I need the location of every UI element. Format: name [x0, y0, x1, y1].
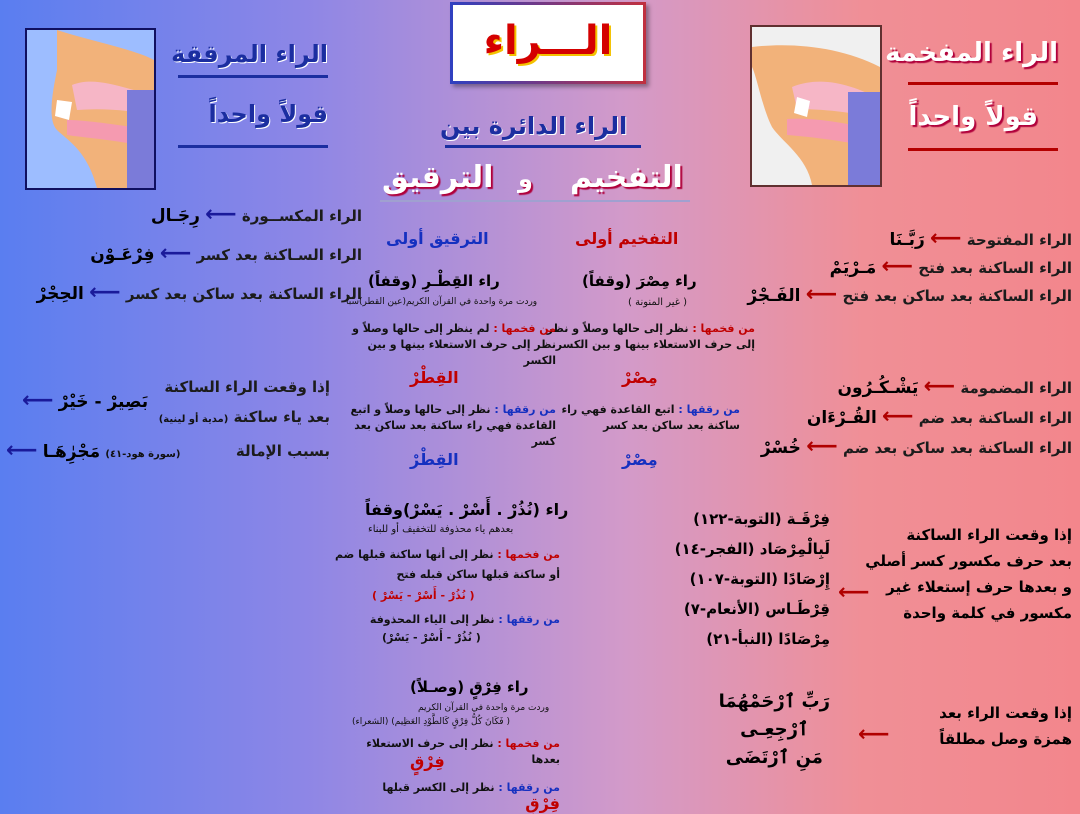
misr-fakhm — [545, 321, 755, 353]
qitr-note: وردت مرة واحدة في القرآن الكريم(عين القطر)سبأ — [346, 297, 538, 307]
left-arrow-icon: ⟵ — [159, 241, 192, 266]
left-arrow-icon: ⟵ — [805, 282, 838, 307]
center-heading-underline-2 — [380, 200, 690, 202]
tafkhim-rule-text: الراء الساكنة بعد ضم — [918, 409, 1072, 427]
tarqiq-awla-label: الترقيق أولى — [386, 229, 489, 248]
tafkhim-isti-word: لَبِالْمِرْصَاد (الفجر-١٤) — [674, 540, 830, 558]
firq-word: فِرْقٍ — [410, 752, 445, 771]
tafkhim-isti-line2: بعد حرف مكسور كسر أصلي — [865, 552, 1072, 570]
qitr-fakhm-text: لم ينظر إلى حالها وصلاً و نظر إلى حرف الاستعلاء بينها و بين الكسر — [352, 322, 556, 367]
tafkhim-isti-line4: مكسور في كلمة واحدة — [903, 604, 1072, 622]
tafkhim-hamza-text — [939, 700, 1072, 752]
tafkhim-isti-word: إِرْصَادًا (التوبة-١٠٧) — [689, 570, 830, 588]
center-heading-underline — [445, 145, 641, 148]
tarqiq-rule-1 — [150, 202, 362, 227]
tafkhim-hamza-line1: إذا وقعت الراء بعد — [939, 704, 1072, 722]
right-mouth-image — [750, 25, 882, 187]
qitr-word-2: القِطْرْ — [410, 450, 459, 469]
left-arrow-icon: ⟵ — [858, 722, 890, 747]
tafkhim-isti-word: مِرْصَادًا (النبأ-٢١) — [706, 630, 830, 648]
tafkhim-isti-line3: و بعدها حرف إستعلاء غير — [886, 578, 1072, 596]
fakhm-label: من فخمها : — [497, 737, 560, 750]
qitr-title: راء القِطْـرِ (وقفاً) — [368, 272, 500, 290]
nudhur-raqq — [350, 610, 560, 630]
nudhur-fakhm — [330, 545, 560, 585]
firq-raqq — [350, 780, 560, 814]
tafkhim-hamza-word: رَبِّ ٱرْحَمْهُمَا — [718, 691, 830, 712]
fakhm-label: من فخمها : — [497, 548, 560, 561]
nudhur-title: راء (نُذُرْ . أَسْرْ . يَسْرْ)وقفاً — [365, 500, 569, 519]
right-subtitle-underline — [908, 148, 1058, 151]
mouth-profile-icon — [27, 30, 154, 188]
firq-fakhm — [340, 736, 560, 768]
right-panel-subtitle: قولاً واحداً — [908, 102, 1038, 132]
misr-word: مِصْرْ — [622, 368, 658, 387]
tarqiq-ya-text: بعد ياء ساكنة — [233, 408, 330, 426]
misr-raqq — [560, 402, 740, 434]
left-arrow-icon: ⟵ — [806, 434, 838, 459]
left-subtitle-underline — [178, 145, 328, 148]
tafkhim-rule-3 — [747, 282, 1072, 307]
nudhur-words: ( نُذُرْ - أَسْرْ - يَسْرْ ) — [372, 589, 475, 602]
tafkhim-hamza-word: ٱرْجِعِـى — [740, 719, 809, 740]
misr-raqq-text: اتبع القاعدة فهي راء ساكنة بعد ساكن بعد كسر — [561, 403, 740, 432]
tarqiq-ya-note: (مدية أو لينية) — [158, 414, 229, 425]
left-arrow-icon: ⟵ — [89, 280, 121, 305]
firq-note2: ( فَكَانَ كُلُّ فِرْقٍ كَالطَّوْدِ العَظِيم) (الشعراء) — [352, 717, 510, 727]
center-heading-tarqiq: الترقيق — [382, 160, 494, 195]
firq-note1: وردت مرة واحدة في القرآن الكريم — [418, 703, 550, 713]
tafkhim-rule-2 — [829, 254, 1072, 279]
raqq-label: من رققها : — [498, 613, 560, 626]
tafkhim-rule-word: يَشْـكُـرُون — [837, 378, 919, 398]
tarqiq-ya-line3: بسبب الإمالة — [235, 442, 330, 460]
left-arrow-icon: ⟵ — [205, 202, 237, 227]
left-arrow-icon: ⟵ — [838, 580, 870, 605]
tafkhim-isti-line1: إذا وقعت الراء الساكنة — [906, 526, 1072, 544]
mouth-profile-icon — [752, 27, 880, 185]
tarqiq-rule-2 — [90, 241, 362, 266]
left-arrow-icon: ⟵ — [930, 226, 962, 251]
firq-title: راء فِرْقٍ (وصـلاً) — [410, 678, 529, 696]
nudhur-raqq-text: نظر إلى الياء المحذوفة — [369, 613, 495, 626]
tarqiq-rule-text: الراء المكســورة — [241, 207, 362, 225]
left-arrow-icon: ⟵ — [923, 374, 956, 399]
misr-fakhm-text: نظر إلى حالها وصلاً و نظر إلى حرف الاستعلاء بينها و بين الكسر — [546, 322, 755, 351]
raqq-label: من رققها : — [494, 403, 556, 416]
right-title-underline — [908, 82, 1058, 85]
tafkhim-rule-word: القُـرْءَان — [806, 408, 877, 428]
tafkhim-hamza-word: مَنِ ٱرْتَضَى — [725, 747, 823, 768]
left-title-underline — [178, 75, 328, 78]
tafkhim-rule-word: خُسْرْ — [760, 438, 801, 458]
tafkhim-isti-word: قِرْطَـاس (الأنعام-٧) — [683, 600, 830, 618]
tarqiq-ya-w2 — [6, 438, 181, 463]
tafkhim-rule-text: الراء المضمومة — [960, 379, 1072, 397]
center-heading-and: و — [518, 165, 533, 193]
tafkhim-isti-word: فِرْقَـة (التوبة-١٢٢) — [693, 510, 830, 528]
tarqiq-rule-word: الحِجْرْ — [36, 284, 84, 304]
misr-note: ( غير المنونة ) — [628, 297, 688, 308]
tafkhim-rule-1 — [889, 226, 1072, 251]
fakhm-label: من فخمها : — [493, 322, 556, 335]
firq-fakhm-text: نظر إلى حرف الاستعلاء بعدها — [366, 737, 560, 766]
nudhur-fakhm-text: نظر إلى أنها ساكنة قبلها ضم أو ساكنة قبلها ساكن قبله فتح — [334, 548, 560, 581]
tarqiq-ya-line1: إذا وقعت الراء الساكنة — [164, 378, 330, 396]
raqq-label: من رققها : — [498, 781, 560, 794]
left-panel-title: الراء المرققة — [171, 40, 328, 68]
tarqiq-ya-word1: بَصِيرْ - خَيْرْ — [58, 392, 149, 412]
qitr-raqq — [336, 402, 556, 450]
tafkhim-rule-5 — [806, 404, 1072, 429]
left-panel-subtitle: قولاً واحداً — [208, 100, 328, 128]
page-title-box — [450, 2, 646, 84]
left-mouth-image — [25, 28, 156, 190]
tafkhim-awla-label: التفخيم أولى — [575, 229, 679, 248]
qitr-fakhm — [336, 321, 556, 369]
tafkhim-rule-text: الراء الساكنة بعد ساكن بعد ضم — [842, 439, 1072, 457]
tafkhim-rule-text: الراء الساكنة بعد ساكن بعد فتح — [842, 287, 1072, 305]
tafkhim-hamza-words — [719, 688, 830, 772]
tafkhim-isti-words — [675, 504, 830, 654]
right-panel-title: الراء المفخمة — [885, 38, 1058, 68]
tarqiq-ya-word2-note: (سورة هود-٤١) — [105, 449, 181, 460]
fakhm-label: من فخمها : — [692, 322, 755, 335]
misr-title: راء مِصْرَ (وقفاً) — [582, 272, 697, 290]
tafkhim-rule-word: مَـرْيَمْ — [829, 258, 877, 278]
center-heading-line1: الراء الدائرة بين — [440, 112, 628, 140]
qitr-word: القِطْرْ — [410, 368, 459, 387]
tafkhim-rule-4 — [837, 374, 1072, 399]
tarqiq-rule-3 — [36, 280, 362, 305]
nudhur-words-2: ( نُذُرْ - أَسْرْ - يَسْرْ) — [382, 631, 481, 644]
left-arrow-icon: ⟵ — [22, 388, 54, 413]
left-arrow-icon: ⟵ — [882, 404, 914, 429]
left-arrow-icon: ⟵ — [6, 438, 38, 463]
nudhur-note: بعدهم ياء محذوفة للتخفيف أو للبناء — [368, 524, 514, 535]
tarqiq-rule-word: رِجَـال — [150, 206, 200, 226]
tafkhim-rule-text: الراء الساكنة بعد فتح — [918, 259, 1072, 277]
page-title: الـــراء — [483, 18, 613, 64]
firq-raqq-text: نظر إلى الكسر قبلها — [382, 781, 495, 794]
tarqiq-ya-w1 — [22, 388, 149, 413]
tafkhim-rule-word: الفَـجْرْ — [747, 286, 801, 306]
tarqiq-rule-text: الراء السـاكنة بعد كسر — [196, 246, 362, 264]
misr-word-2: مِصْرْ — [622, 450, 658, 469]
tafkhim-isti-text — [865, 522, 1072, 626]
tarqiq-rule-word: فِرْعَـوْن — [90, 245, 155, 265]
tafkhim-rule-text: الراء المفتوحة — [966, 231, 1072, 249]
raqq-label: من رققها : — [678, 403, 740, 416]
tafkhim-rule-word: رَبَّـنَا — [889, 230, 925, 250]
tarqiq-rule-text: الراء الساكنة بعد ساكن بعد كسر — [125, 285, 362, 303]
left-arrow-icon: ⟵ — [881, 254, 914, 279]
firq-word-2: فِرْقٍ — [525, 794, 560, 813]
tafkhim-hamza-line2: همزة وصل مطلقاً — [939, 730, 1072, 748]
tarqiq-ya-line2 — [159, 408, 330, 426]
tarqiq-ya-word2: مَجْرِٰهَـا — [42, 442, 101, 462]
tafkhim-rule-6 — [760, 434, 1072, 459]
center-heading-tafkhim: التفخيم — [570, 160, 683, 195]
qitr-raqq-text: نظر إلى حالها وصلاً و اتبع القاعدة فهي راء ساكنة بعد ساكن بعد كسر — [350, 403, 556, 448]
